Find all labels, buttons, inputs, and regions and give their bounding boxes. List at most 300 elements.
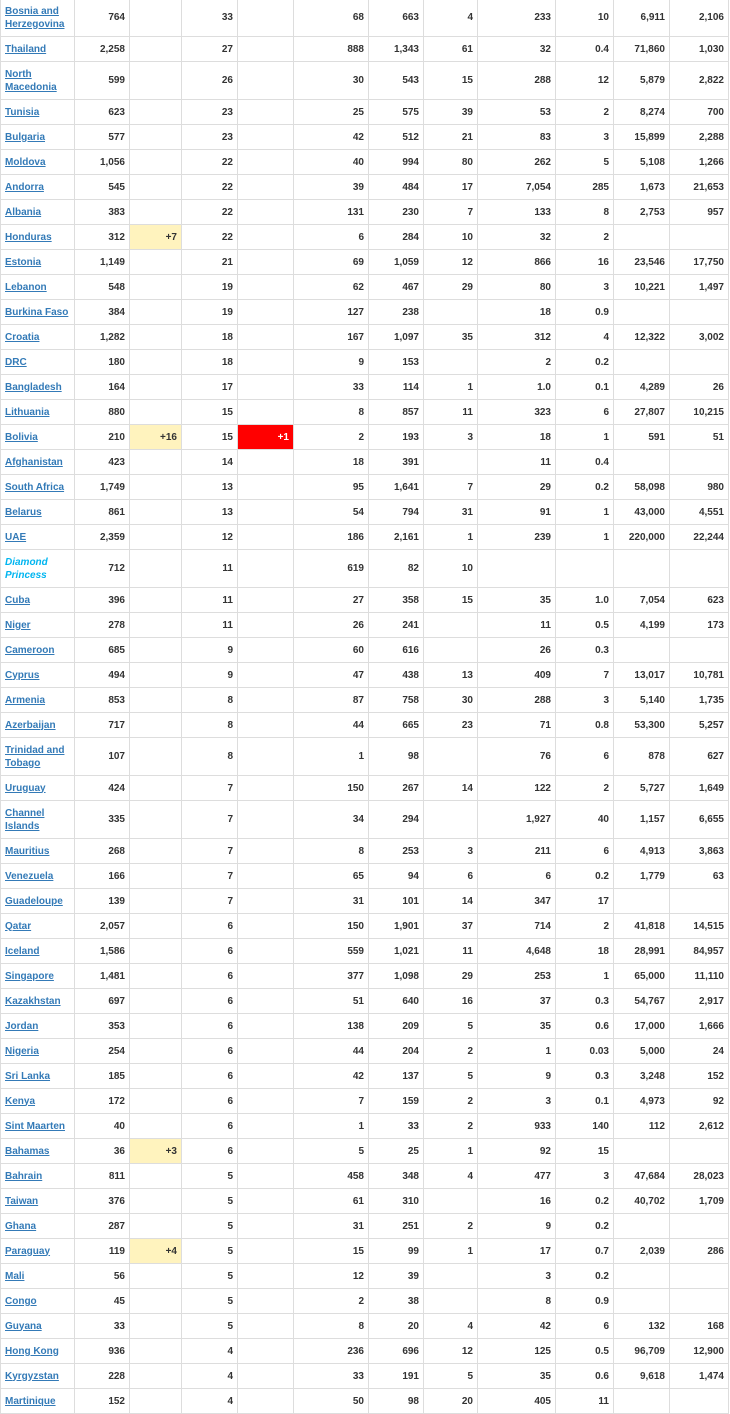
table-row (1, 225, 729, 250)
country-link[interactable]: North Macedonia (5, 68, 57, 93)
active-cases-cell: 204 (369, 1039, 424, 1064)
tests-per-1m-cell: 1,030 (670, 37, 729, 62)
total-deaths-cell: 5 (182, 1164, 238, 1189)
total-cases-cell: 1,586 (75, 939, 130, 964)
total-recovered-cell: 12 (294, 1264, 369, 1289)
tests-per-1m-cell: 1,266 (670, 150, 729, 175)
country-link[interactable]: Albania (5, 206, 42, 218)
country-link[interactable]: Armenia (5, 694, 46, 706)
country-cell (1, 125, 75, 150)
active-cases-cell: 484 (369, 175, 424, 200)
total-tests-cell: 5,727 (614, 776, 670, 801)
serious-critical-cell: 15 (424, 62, 478, 100)
active-cases-cell: 153 (369, 350, 424, 375)
country-cell (1, 175, 75, 200)
cases-per-1m-cell: 29 (478, 475, 556, 500)
new-deaths-cell (238, 300, 294, 325)
serious-critical-cell: 39 (424, 100, 478, 125)
table-row (1, 150, 729, 175)
new-cases-cell (130, 613, 182, 638)
new-cases-cell (130, 1114, 182, 1139)
new-cases-cell (130, 500, 182, 525)
total-tests-cell (614, 1214, 670, 1239)
active-cases-cell: 640 (369, 989, 424, 1014)
country-link[interactable]: Bulgaria (5, 131, 46, 143)
table-row (1, 889, 729, 914)
total-tests-cell: 5,879 (614, 62, 670, 100)
total-cases-cell: 172 (75, 1089, 130, 1114)
country-link[interactable]: Andorra (5, 181, 44, 193)
new-deaths-cell (238, 839, 294, 864)
country-link[interactable]: Mauritius (5, 845, 50, 857)
tests-per-1m-cell: 2,917 (670, 989, 729, 1014)
active-cases-cell: 794 (369, 500, 424, 525)
serious-critical-cell: 10 (424, 550, 478, 588)
serious-critical-cell: 6 (424, 864, 478, 889)
total-tests-cell: 132 (614, 1314, 670, 1339)
total-recovered-cell: 62 (294, 275, 369, 300)
total-deaths-cell: 27 (182, 37, 238, 62)
new-cases-cell (130, 37, 182, 62)
tests-per-1m-cell: 2,106 (670, 0, 729, 37)
country-link[interactable]: Lebanon (5, 281, 47, 293)
country-cell (1, 200, 75, 225)
total-cases-cell: 335 (75, 801, 130, 839)
deaths-per-1m-cell: 7 (556, 663, 614, 688)
new-deaths-cell: +1 (238, 425, 294, 450)
country-link[interactable]: Jordan (5, 1020, 39, 1032)
table-row (1, 1314, 729, 1339)
cases-per-1m-cell: 477 (478, 1164, 556, 1189)
tests-per-1m-cell: 168 (670, 1314, 729, 1339)
country-cell (1, 1389, 75, 1414)
active-cases-cell: 358 (369, 588, 424, 613)
deaths-per-1m-cell: 3 (556, 688, 614, 713)
cases-per-1m-cell: 35 (478, 588, 556, 613)
new-cases-cell: +4 (130, 1239, 182, 1264)
new-deaths-cell (238, 450, 294, 475)
new-deaths-cell (238, 801, 294, 839)
table-row (1, 1339, 729, 1364)
new-deaths-cell (238, 125, 294, 150)
total-tests-cell: 4,973 (614, 1089, 670, 1114)
active-cases-cell: 137 (369, 1064, 424, 1089)
active-cases-cell: 284 (369, 225, 424, 250)
country-link[interactable]: Moldova (5, 156, 46, 168)
country-link[interactable]: Venezuela (5, 870, 54, 882)
total-deaths-cell: 5 (182, 1289, 238, 1314)
cases-per-1m-cell: 35 (478, 1014, 556, 1039)
deaths-per-1m-cell: 1.0 (556, 588, 614, 613)
country-link[interactable]: Estonia (5, 256, 42, 268)
table-row (1, 37, 729, 62)
tests-per-1m-cell (670, 1264, 729, 1289)
new-cases-cell (130, 325, 182, 350)
cases-per-1m-cell: 80 (478, 275, 556, 300)
tests-per-1m-cell: 980 (670, 475, 729, 500)
total-tests-cell: 7,054 (614, 588, 670, 613)
country-cell (1, 525, 75, 550)
country-link[interactable]: Bosnia and Herzegovina (5, 5, 65, 30)
deaths-per-1m-cell: 15 (556, 1139, 614, 1164)
country-link[interactable]: Kenya (5, 1095, 36, 1107)
country-cell (1, 1189, 75, 1214)
cases-per-1m-cell: 18 (478, 300, 556, 325)
table-row (1, 776, 729, 801)
country-cell (1, 37, 75, 62)
new-deaths-cell (238, 400, 294, 425)
total-cases-cell: 880 (75, 400, 130, 425)
new-cases-cell (130, 1314, 182, 1339)
cases-per-1m-cell: 6 (478, 864, 556, 889)
new-cases-cell: +7 (130, 225, 182, 250)
deaths-per-1m-cell: 6 (556, 839, 614, 864)
country-cell (1, 1264, 75, 1289)
country-link[interactable]: Kyrgyzstan (5, 1370, 59, 1382)
table-row (1, 1164, 729, 1189)
total-cases-cell: 119 (75, 1239, 130, 1264)
cases-per-1m-cell: 53 (478, 100, 556, 125)
new-cases-cell (130, 801, 182, 839)
new-cases-cell (130, 400, 182, 425)
total-tests-cell (614, 889, 670, 914)
country-link[interactable]: Bolivia (5, 431, 38, 443)
total-cases-cell: 287 (75, 1214, 130, 1239)
total-recovered-cell: 131 (294, 200, 369, 225)
table-body (1, 0, 729, 1414)
country-link[interactable]: Paraguay (5, 1245, 51, 1257)
new-cases-cell (130, 776, 182, 801)
table-row (1, 400, 729, 425)
new-deaths-cell (238, 1364, 294, 1389)
country-link[interactable]: Bahrain (5, 1170, 43, 1182)
serious-critical-cell: 30 (424, 688, 478, 713)
table-row (1, 1214, 729, 1239)
country-link[interactable]: Honduras (5, 231, 52, 243)
country-link[interactable]: Thailand (5, 43, 47, 55)
total-deaths-cell: 15 (182, 425, 238, 450)
total-recovered-cell: 1 (294, 1114, 369, 1139)
country-link[interactable]: UAE (5, 531, 27, 543)
table-row (1, 1089, 729, 1114)
country-link[interactable]: Guadeloupe (5, 895, 63, 907)
new-cases-cell (130, 638, 182, 663)
deaths-per-1m-cell: 6 (556, 400, 614, 425)
total-deaths-cell: 23 (182, 125, 238, 150)
total-tests-cell: 1,673 (614, 175, 670, 200)
deaths-per-1m-cell: 0.3 (556, 1064, 614, 1089)
cases-per-1m-cell: 11 (478, 613, 556, 638)
serious-critical-cell: 29 (424, 964, 478, 989)
serious-critical-cell: 5 (424, 1064, 478, 1089)
total-deaths-cell: 13 (182, 475, 238, 500)
serious-critical-cell: 7 (424, 200, 478, 225)
active-cases-cell: 98 (369, 738, 424, 776)
new-deaths-cell (238, 200, 294, 225)
tests-per-1m-cell: 1,497 (670, 275, 729, 300)
total-recovered-cell: 15 (294, 1239, 369, 1264)
tests-per-1m-cell: 14,515 (670, 914, 729, 939)
deaths-per-1m-cell: 0.5 (556, 613, 614, 638)
country-cell (1, 864, 75, 889)
total-recovered-cell: 39 (294, 175, 369, 200)
country-link[interactable]: Niger (5, 619, 31, 631)
country-link[interactable]: Mali (5, 1270, 25, 1282)
total-deaths-cell: 6 (182, 1139, 238, 1164)
active-cases-cell: 39 (369, 1264, 424, 1289)
total-deaths-cell: 19 (182, 275, 238, 300)
total-deaths-cell: 23 (182, 100, 238, 125)
total-cases-cell: 712 (75, 550, 130, 588)
country-link[interactable]: Tunisia (5, 106, 40, 118)
new-deaths-cell (238, 939, 294, 964)
serious-critical-cell: 80 (424, 150, 478, 175)
active-cases-cell: 696 (369, 1339, 424, 1364)
table-row (1, 1364, 729, 1389)
total-recovered-cell: 31 (294, 889, 369, 914)
serious-critical-cell (424, 613, 478, 638)
country-cell (1, 550, 75, 588)
total-recovered-cell: 60 (294, 638, 369, 663)
country-link[interactable]: Hong Kong (5, 1345, 59, 1357)
total-cases-cell: 853 (75, 688, 130, 713)
serious-critical-cell (424, 1289, 478, 1314)
new-deaths-cell (238, 1039, 294, 1064)
new-deaths-cell (238, 1389, 294, 1414)
active-cases-cell: 512 (369, 125, 424, 150)
deaths-per-1m-cell: 6 (556, 1314, 614, 1339)
cases-per-1m-cell: 11 (478, 450, 556, 475)
table-row (1, 550, 729, 588)
country-link[interactable]: Singapore (5, 970, 54, 982)
country-link[interactable]: Guyana (5, 1320, 42, 1332)
total-cases-cell: 494 (75, 663, 130, 688)
total-recovered-cell: 34 (294, 801, 369, 839)
country-link[interactable]: Sint Maarten (5, 1120, 66, 1132)
new-deaths-cell (238, 1339, 294, 1364)
country-link[interactable]: Martinique (5, 1395, 56, 1407)
table-row (1, 914, 729, 939)
total-recovered-cell: 559 (294, 939, 369, 964)
serious-critical-cell: 23 (424, 713, 478, 738)
total-cases-cell: 384 (75, 300, 130, 325)
new-cases-cell (130, 864, 182, 889)
cases-per-1m-cell: 211 (478, 839, 556, 864)
total-cases-cell: 56 (75, 1264, 130, 1289)
cases-per-1m-cell: 288 (478, 688, 556, 713)
country-link[interactable]: Kazakhstan (5, 995, 61, 1007)
total-cases-cell: 164 (75, 375, 130, 400)
total-recovered-cell: 33 (294, 375, 369, 400)
deaths-per-1m-cell: 0.2 (556, 475, 614, 500)
new-cases-cell (130, 0, 182, 37)
table-row (1, 1064, 729, 1089)
new-deaths-cell (238, 225, 294, 250)
country-link[interactable]: Croatia (5, 331, 40, 343)
country-link[interactable]: Sri Lanka (5, 1070, 51, 1082)
active-cases-cell: 543 (369, 62, 424, 100)
active-cases-cell: 1,901 (369, 914, 424, 939)
tests-per-1m-cell: 21,653 (670, 175, 729, 200)
cases-per-1m-cell: 4,648 (478, 939, 556, 964)
tests-per-1m-cell: 4,551 (670, 500, 729, 525)
serious-critical-cell: 21 (424, 125, 478, 150)
country-link[interactable]: Ghana (5, 1220, 37, 1232)
new-deaths-cell (238, 914, 294, 939)
new-cases-cell (130, 1339, 182, 1364)
total-recovered-cell: 25 (294, 100, 369, 125)
deaths-per-1m-cell: 0.5 (556, 1339, 614, 1364)
deaths-per-1m-cell: 4 (556, 325, 614, 350)
country-link[interactable]: Trinidad and Tobago (5, 744, 65, 769)
active-cases-cell: 114 (369, 375, 424, 400)
country-link[interactable]: Uruguay (5, 782, 46, 794)
new-deaths-cell (238, 525, 294, 550)
tests-per-1m-cell (670, 550, 729, 588)
new-cases-cell (130, 839, 182, 864)
cases-per-1m-cell: 714 (478, 914, 556, 939)
cases-per-1m-cell: 32 (478, 225, 556, 250)
new-cases-cell (130, 713, 182, 738)
table-row (1, 425, 729, 450)
tests-per-1m-cell: 11,110 (670, 964, 729, 989)
total-recovered-cell: 236 (294, 1339, 369, 1364)
new-cases-cell (130, 738, 182, 776)
tests-per-1m-cell: 1,649 (670, 776, 729, 801)
total-deaths-cell: 7 (182, 839, 238, 864)
total-tests-cell: 2,753 (614, 200, 670, 225)
total-deaths-cell: 22 (182, 225, 238, 250)
new-cases-cell (130, 450, 182, 475)
serious-critical-cell: 4 (424, 0, 478, 37)
country-link[interactable]: Cameroon (5, 644, 55, 656)
tests-per-1m-cell: 24 (670, 1039, 729, 1064)
serious-critical-cell: 7 (424, 475, 478, 500)
cases-per-1m-cell: 409 (478, 663, 556, 688)
country-link[interactable]: Channel Islands (5, 807, 45, 832)
total-deaths-cell: 22 (182, 175, 238, 200)
new-deaths-cell (238, 250, 294, 275)
country-cell (1, 1289, 75, 1314)
deaths-per-1m-cell: 0.6 (556, 1014, 614, 1039)
new-cases-cell (130, 1289, 182, 1314)
country-cell (1, 713, 75, 738)
tests-per-1m-cell: 1,666 (670, 1014, 729, 1039)
total-deaths-cell: 7 (182, 864, 238, 889)
country-link[interactable]: Qatar (5, 920, 32, 932)
country-cell (1, 150, 75, 175)
cases-per-1m-cell: 7,054 (478, 175, 556, 200)
total-recovered-cell: 8 (294, 839, 369, 864)
new-deaths-cell (238, 325, 294, 350)
total-tests-cell: 40,702 (614, 1189, 670, 1214)
country-link[interactable]: Bangladesh (5, 381, 62, 393)
deaths-per-1m-cell: 0.2 (556, 864, 614, 889)
deaths-per-1m-cell: 0.9 (556, 1289, 614, 1314)
country-link[interactable]: Congo (5, 1295, 37, 1307)
total-tests-cell: 43,000 (614, 500, 670, 525)
tests-per-1m-cell: 28,023 (670, 1164, 729, 1189)
country-link[interactable]: Cyprus (5, 669, 40, 681)
total-cases-cell: 1,149 (75, 250, 130, 275)
cases-per-1m-cell: 42 (478, 1314, 556, 1339)
tests-per-1m-cell: 2,612 (670, 1114, 729, 1139)
cases-per-1m-cell: 3 (478, 1089, 556, 1114)
new-deaths-cell (238, 864, 294, 889)
country-link[interactable]: Belarus (5, 506, 42, 518)
total-cases-cell: 210 (75, 425, 130, 450)
total-tests-cell (614, 450, 670, 475)
country-link[interactable]: Iceland (5, 945, 40, 957)
new-cases-cell (130, 1214, 182, 1239)
table-row (1, 713, 729, 738)
country-link[interactable]: Lithuania (5, 406, 50, 418)
country-link[interactable]: Nigeria (5, 1045, 39, 1057)
total-deaths-cell: 18 (182, 325, 238, 350)
country-cell (1, 889, 75, 914)
total-deaths-cell: 6 (182, 914, 238, 939)
cases-per-1m-cell: 1.0 (478, 375, 556, 400)
total-tests-cell: 2,039 (614, 1239, 670, 1264)
country-link[interactable]: Cuba (5, 594, 30, 606)
new-deaths-cell (238, 550, 294, 588)
table-row (1, 964, 729, 989)
serious-critical-cell: 2 (424, 1089, 478, 1114)
country-link[interactable]: South Africa (5, 481, 65, 493)
total-deaths-cell: 9 (182, 663, 238, 688)
total-deaths-cell: 5 (182, 1239, 238, 1264)
country-link[interactable]: Afghanistan (5, 456, 63, 468)
country-link[interactable]: DRC (5, 356, 27, 368)
cases-per-1m-cell: 1 (478, 1039, 556, 1064)
new-deaths-cell (238, 1164, 294, 1189)
country-link[interactable]: Bahamas (5, 1145, 50, 1157)
serious-critical-cell: 31 (424, 500, 478, 525)
tests-per-1m-cell: 623 (670, 588, 729, 613)
total-cases-cell: 278 (75, 613, 130, 638)
total-tests-cell: 53,300 (614, 713, 670, 738)
new-cases-cell: +16 (130, 425, 182, 450)
deaths-per-1m-cell: 8 (556, 200, 614, 225)
deaths-per-1m-cell: 1 (556, 525, 614, 550)
total-cases-cell: 545 (75, 175, 130, 200)
total-deaths-cell: 7 (182, 889, 238, 914)
tests-per-1m-cell (670, 450, 729, 475)
cases-per-1m-cell: 253 (478, 964, 556, 989)
country-cell (1, 1114, 75, 1139)
total-cases-cell: 717 (75, 713, 130, 738)
country-link[interactable]: Taiwan (5, 1195, 39, 1207)
total-deaths-cell: 22 (182, 150, 238, 175)
total-deaths-cell: 4 (182, 1364, 238, 1389)
tests-per-1m-cell: 1,474 (670, 1364, 729, 1389)
new-deaths-cell (238, 1239, 294, 1264)
total-recovered-cell: 8 (294, 1314, 369, 1339)
active-cases-cell: 267 (369, 776, 424, 801)
total-tests-cell: 8,274 (614, 100, 670, 125)
tests-per-1m-cell (670, 1214, 729, 1239)
serious-critical-cell (424, 1189, 478, 1214)
deaths-per-1m-cell: 0.2 (556, 350, 614, 375)
tests-per-1m-cell (670, 1139, 729, 1164)
total-recovered-cell: 888 (294, 37, 369, 62)
deaths-per-1m-cell: 0.2 (556, 1264, 614, 1289)
table-row (1, 738, 729, 776)
tests-per-1m-cell: 152 (670, 1064, 729, 1089)
country-link[interactable]: Azerbaijan (5, 719, 56, 731)
table-row (1, 613, 729, 638)
country-link[interactable]: Burkina Faso (5, 306, 69, 318)
